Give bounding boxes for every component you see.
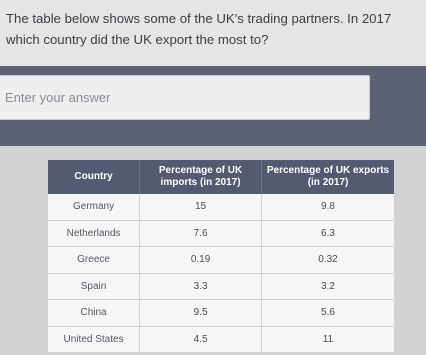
exports-cell: 0.32 xyxy=(262,247,394,274)
imports-cell: 3.3 xyxy=(140,274,262,301)
header-imports: Percentage of UK imports (in 2017) xyxy=(140,160,262,194)
country-cell: United States xyxy=(48,327,140,354)
header-exports: Percentage of UK exports (in 2017) xyxy=(262,160,394,194)
question-line-2: which country did the UK export the most to? xyxy=(6,32,269,47)
imports-cell: 15 xyxy=(140,194,262,221)
table-row xyxy=(48,300,394,327)
imports-cell: 7.6 xyxy=(140,221,262,248)
country-cell: China xyxy=(48,300,140,327)
table-row xyxy=(48,274,394,301)
country-cell: Netherlands xyxy=(48,221,140,248)
imports-cell: 0.19 xyxy=(140,247,262,274)
table-row xyxy=(48,194,394,221)
imports-cell: 9.5 xyxy=(140,300,262,327)
exports-cell: 9.8 xyxy=(262,194,394,221)
trade-table xyxy=(48,160,394,353)
exports-cell: 11 xyxy=(262,327,394,354)
table-row xyxy=(48,327,394,354)
question-line-1: The table below shows some of the UK's trading partners. In 2017 xyxy=(6,11,392,26)
table-header-row xyxy=(48,160,394,194)
answer-box[interactable] xyxy=(0,75,370,120)
question-text xyxy=(0,0,426,68)
answer-input[interactable] xyxy=(5,76,369,120)
country-cell: Germany xyxy=(48,194,140,221)
table-row xyxy=(48,247,394,274)
header-country: Country xyxy=(48,160,140,194)
table-row xyxy=(48,221,394,248)
country-cell: Spain xyxy=(48,274,140,301)
imports-cell: 4.5 xyxy=(140,327,262,354)
exports-cell: 5.6 xyxy=(262,300,394,327)
exports-cell: 3.2 xyxy=(262,274,394,301)
country-cell: Greece xyxy=(48,247,140,274)
exports-cell: 6.3 xyxy=(262,221,394,248)
